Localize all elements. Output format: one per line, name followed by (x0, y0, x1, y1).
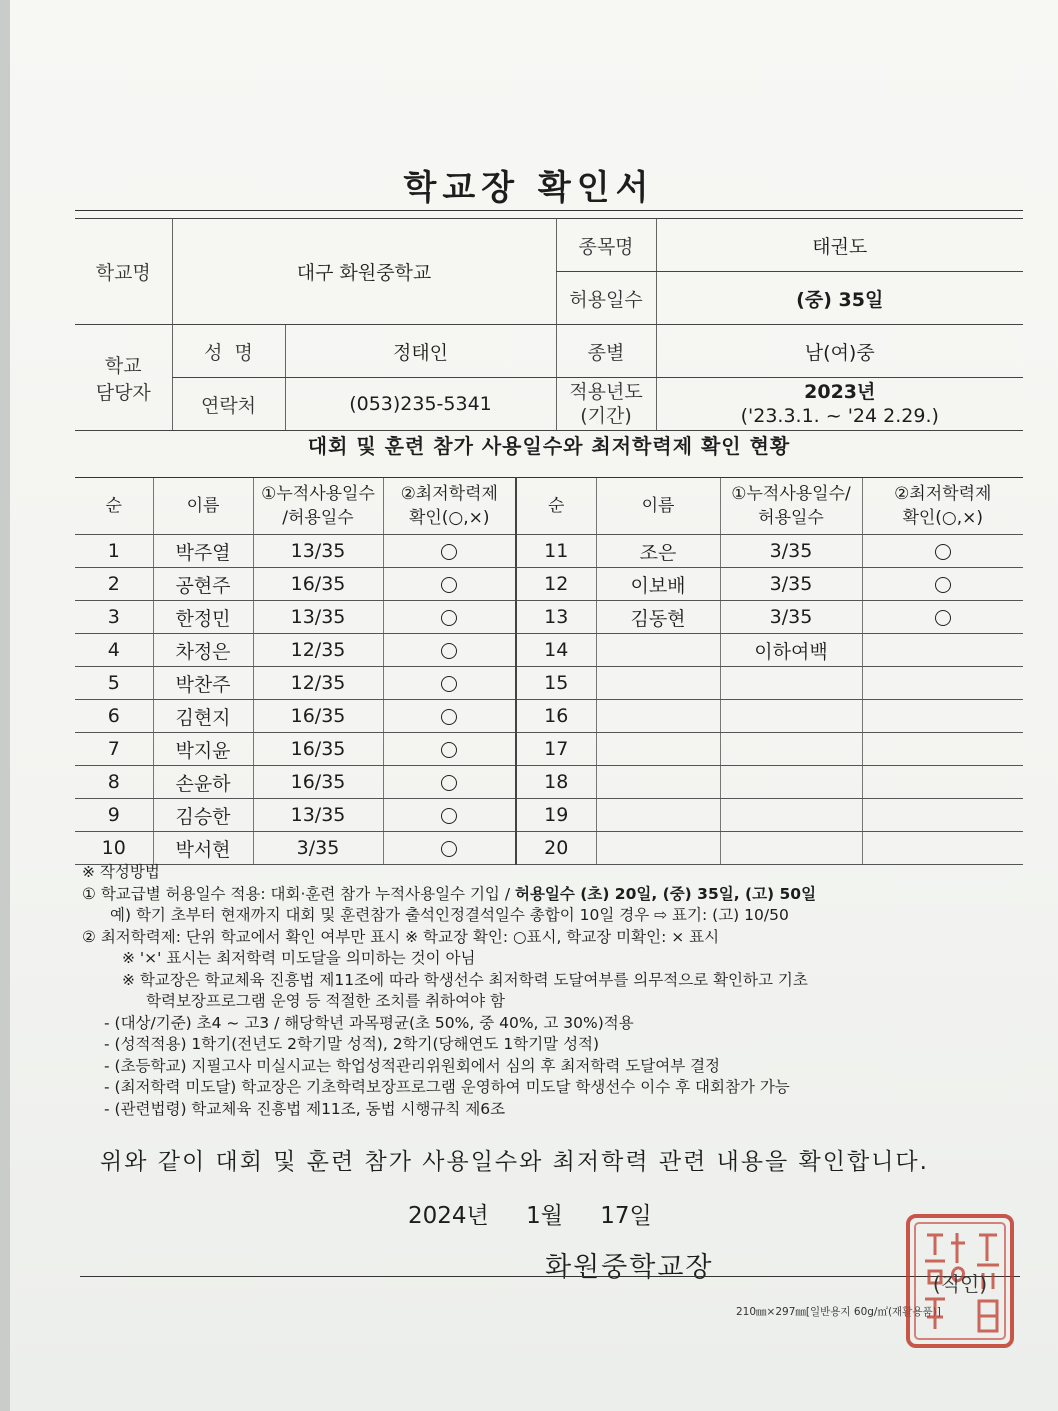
academic-check (862, 601, 1023, 634)
row-number: 20 (516, 832, 596, 865)
col-days-left-line2: /허용일수 (282, 508, 354, 528)
col-name-right: 이름 (596, 478, 720, 535)
staff-label (75, 325, 172, 431)
official-seal-stamp (905, 1213, 1015, 1349)
col-days-right (720, 478, 862, 535)
detail-law: - (관련법령) 학교체육 진흥법 제11조, 동법 시행규칙 제6조 (104, 1099, 506, 1118)
student-name (596, 832, 720, 865)
check-circle-icon (935, 577, 951, 593)
days-used: 13/35 (253, 601, 383, 634)
col-academic-right-line1: ②최저학력제 (894, 484, 992, 504)
staff-label-line1: 학교 (104, 354, 142, 377)
student-name: 한정민 (153, 601, 253, 634)
contact-value: (053)235-5341 (285, 378, 556, 431)
academic-check (862, 832, 1023, 865)
year-value-line1: 2023년 (804, 381, 876, 403)
row-number: 15 (516, 667, 596, 700)
row-number: 6 (75, 700, 153, 733)
notes-heading: ※ 작성방법 (82, 863, 160, 881)
student-name (596, 799, 720, 832)
table-row (75, 832, 1023, 865)
days-used: 16/35 (253, 766, 383, 799)
student-name (596, 634, 720, 667)
table-row (75, 601, 1023, 634)
academic-check (383, 766, 516, 799)
table-row (75, 799, 1023, 832)
year-label-line2: (기간) (580, 405, 632, 427)
gender-value: 남(여)중 (656, 325, 1023, 378)
seal-label: (직인) (932, 1272, 988, 1296)
detail-target: - (대상/기준) 초4 ~ 고3 / 해당학년 과목평균(초 50%, 중 40%, 고 30%)적용 (104, 1013, 634, 1032)
check-circle-icon (935, 544, 951, 560)
student-name (596, 667, 720, 700)
principal-title: 화원중학교장 (545, 1252, 714, 1283)
row-number: 18 (516, 766, 596, 799)
col-name-left: 이름 (153, 478, 253, 535)
row-number: 12 (516, 568, 596, 601)
name-label: 성 명 (172, 325, 285, 378)
check-circle-icon (441, 643, 457, 659)
academic-check (862, 766, 1023, 799)
academic-check (383, 832, 516, 865)
school-label: 학교명 (75, 219, 172, 325)
days-used: 13/35 (253, 799, 383, 832)
academic-check (862, 700, 1023, 733)
allowed-days-label: 허용일수 (556, 272, 656, 325)
academic-check (383, 601, 516, 634)
col-academic-left-line1: ②최저학력제 (400, 484, 498, 504)
note-2-law: ※ 학교장은 학교체육 진흥법 제11조에 따라 학생선수 최저학력 도달여부를 의무적으로 확인하고 기초 (122, 970, 808, 989)
row-number: 14 (516, 634, 596, 667)
note-1-emphasis: 허용일수 (초) 20일, (중) 35일, (고) 50일 (514, 884, 817, 903)
date-month: 1월 (526, 1203, 563, 1229)
note-2-x-meaning: ※ '×' 표시는 최저학력 미도달을 의미하는 것이 아님 (122, 949, 476, 967)
date-day: 17일 (600, 1203, 652, 1229)
top-rule (75, 210, 1023, 211)
table-row (75, 568, 1023, 601)
info-table (75, 218, 1023, 431)
student-name: 김동현 (596, 601, 720, 634)
col-no-right: 순 (516, 478, 596, 535)
contact-label: 연락처 (172, 378, 285, 431)
academic-check (383, 535, 516, 568)
year-value (656, 378, 1023, 431)
days-used: 12/35 (253, 667, 383, 700)
row-number: 17 (516, 733, 596, 766)
row-number: 9 (75, 799, 153, 832)
staff-label-line2: 담당자 (95, 381, 151, 404)
student-name: 조은 (596, 535, 720, 568)
col-days-left-line1: ①누적사용일수 (261, 484, 375, 504)
section-subheading: 대회 및 훈련 참가 사용일수와 최저학력제 확인 현황 (307, 434, 791, 458)
paper-spec-footer: 210㎜×297㎜[일반용지 60g/㎡(재활용품)] (736, 1306, 941, 1318)
student-name: 이보배 (596, 568, 720, 601)
col-academic-right-line2: 확인(○,×) (902, 508, 984, 528)
row-number: 4 (75, 634, 153, 667)
col-days-right-line1: ①누적사용일수/ (731, 484, 851, 504)
days-used: 3/35 (720, 568, 862, 601)
row-number: 11 (516, 535, 596, 568)
days-used (720, 700, 862, 733)
academic-check (383, 700, 516, 733)
academic-check (862, 667, 1023, 700)
table-row (75, 733, 1023, 766)
days-used (720, 766, 862, 799)
row-number: 10 (75, 832, 153, 865)
col-academic-left (383, 478, 516, 535)
student-name: 박주열 (153, 535, 253, 568)
row-number: 7 (75, 733, 153, 766)
check-circle-icon (441, 544, 457, 560)
date-year: 2024년 (408, 1203, 489, 1229)
detail-elementary: - (초등학교) 지필고사 미실시교는 학업성적관리위원회에서 심의 후 최저학력 도달여부 결정 (104, 1056, 721, 1075)
row-number: 13 (516, 601, 596, 634)
row-number: 8 (75, 766, 153, 799)
days-used: 3/35 (253, 832, 383, 865)
sport-value: 태권도 (656, 219, 1023, 272)
check-circle-icon (441, 742, 457, 758)
note-1-example: 예) 학기 초부터 현재까지 대회 및 훈련참가 출석인정결석일수 총합이 10일 경우 ⇨ 표기: (고) 10/50 (110, 906, 789, 924)
allowed-days-value: (중) 35일 (656, 272, 1023, 325)
days-used (720, 799, 862, 832)
document-title: 학교장 확인서 (403, 168, 655, 208)
year-value-line2: ('23.3.1. ~ '24 2.29.) (740, 405, 939, 427)
student-name: 공현주 (153, 568, 253, 601)
days-used (720, 667, 862, 700)
note-1-text: ① 학교급별 허용일수 적용: 대회·훈련 참가 누적사용일수 기입 / (82, 884, 515, 903)
academic-check (383, 667, 516, 700)
roster-table (75, 477, 1023, 865)
days-used (720, 733, 862, 766)
table-row (75, 634, 1023, 667)
name-value: 정태인 (285, 325, 556, 378)
year-label (556, 378, 656, 431)
check-circle-icon (441, 709, 457, 725)
academic-check (383, 568, 516, 601)
academic-check (862, 535, 1023, 568)
col-days-left (253, 478, 383, 535)
student-name (596, 700, 720, 733)
roster-header-row (75, 478, 1023, 535)
row-number: 3 (75, 601, 153, 634)
check-circle-icon (935, 610, 951, 626)
student-name: 박찬주 (153, 667, 253, 700)
table-row (75, 700, 1023, 733)
student-name (596, 733, 720, 766)
academic-check (383, 733, 516, 766)
sport-label: 종목명 (556, 219, 656, 272)
col-days-right-line2: 허용일수 (758, 508, 824, 528)
writing-instructions (82, 862, 1022, 1120)
note-2: ② 최저학력제: 단위 학교에서 확인 여부만 표시 ※ 학교장 확인: ○표시, 학교장 미확인: × 표시 (82, 927, 720, 946)
check-circle-icon (441, 676, 457, 692)
note-1 (82, 884, 1022, 906)
academic-check (383, 799, 516, 832)
days-used: 3/35 (720, 601, 862, 634)
days-used: 13/35 (253, 535, 383, 568)
row-number: 1 (75, 535, 153, 568)
note-2-law-cont: 학력보장프로그램 운영 등 적절한 조치를 취하여야 함 (146, 992, 505, 1010)
issue-date (408, 1197, 652, 1230)
detail-not-reached: - (최저학력 미도달) 학교장은 기초학력보장프로그램 운영하여 미도달 학생선수 이수 후 대회참가 가능 (104, 1078, 790, 1096)
bottom-rule (80, 1276, 1020, 1277)
academic-check (862, 568, 1023, 601)
check-circle-icon (441, 610, 457, 626)
row-number: 16 (516, 700, 596, 733)
student-name: 차정은 (153, 634, 253, 667)
days-used: 3/35 (720, 535, 862, 568)
school-value: 대구 화원중학교 (172, 219, 556, 325)
days-used: 16/35 (253, 700, 383, 733)
days-used: 이하여백 (720, 634, 862, 667)
academic-check (862, 733, 1023, 766)
academic-check (862, 634, 1023, 667)
academic-check (862, 799, 1023, 832)
table-row (75, 667, 1023, 700)
days-used: 16/35 (253, 733, 383, 766)
check-circle-icon (441, 775, 457, 791)
col-academic-right (862, 478, 1023, 535)
confirmation-statement: 위와 같이 대회 및 훈련 참가 사용일수와 최저학력 관련 내용을 확인합니다. (100, 1149, 929, 1175)
student-name: 박지윤 (153, 733, 253, 766)
detail-grades: - (성적적용) 1학기(전년도 2학기말 성적), 2학기(당해연도 1학기말 성적) (104, 1035, 600, 1053)
check-circle-icon (441, 577, 457, 593)
row-number: 2 (75, 568, 153, 601)
table-row (75, 766, 1023, 799)
roster-body (75, 535, 1023, 865)
col-academic-left-line2: 확인(○,×) (408, 508, 490, 528)
days-used (720, 832, 862, 865)
student-name: 김현지 (153, 700, 253, 733)
days-used: 12/35 (253, 634, 383, 667)
row-number: 19 (516, 799, 596, 832)
check-circle-icon (441, 841, 457, 857)
check-circle-icon (441, 808, 457, 824)
row-number: 5 (75, 667, 153, 700)
days-used: 16/35 (253, 568, 383, 601)
year-label-line1: 적용년도 (569, 381, 643, 403)
student-name: 김승한 (153, 799, 253, 832)
student-name: 박서현 (153, 832, 253, 865)
col-no-left: 순 (75, 478, 153, 535)
table-row (75, 535, 1023, 568)
gender-label: 종별 (556, 325, 656, 378)
academic-check (383, 634, 516, 667)
student-name: 손윤하 (153, 766, 253, 799)
student-name (596, 766, 720, 799)
